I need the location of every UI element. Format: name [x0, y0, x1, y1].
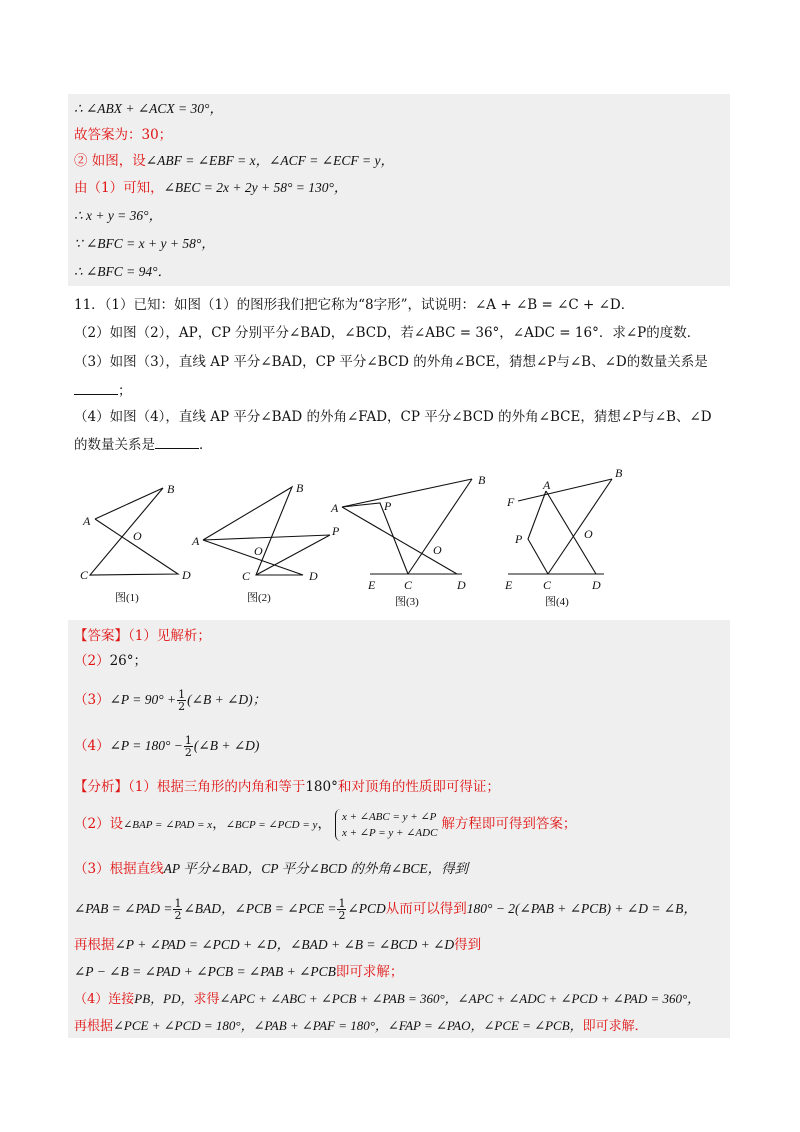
fig1-caption: 图(1) — [115, 592, 139, 604]
fig2-label-D: D — [309, 569, 318, 583]
fig4-label-O: O — [584, 527, 593, 541]
analysis-line-4: ∠PAB = ∠PAD = $\frac{1}{2}$ ∠BAD，∠PCB = ∠PCE = $\frac{1}{2}$ ∠PCD从而可以得到180° − 2(∠PAB + ∠PCB) + ∠D = ∠B， — [74, 897, 697, 922]
fig1-label-D: D — [182, 568, 191, 582]
answer-line-4: （4）∠P = 180° − $\frac{1}{2}$ (∠B + ∠D) — [74, 734, 260, 759]
analysis-line-3: （3）根据直线AP 平分∠BAD，CP 平分∠BCD 的外角∠BCE，得到 — [74, 861, 469, 877]
fig3-label-E: E — [368, 578, 376, 592]
fig4-label-P: P — [515, 532, 523, 546]
answer-blank — [155, 436, 199, 449]
question-part-1: 11．（1）已知：如图（1）的图形我们把它称为“8字形”，试说明：∠A + ∠B = ∠C + ∠D． — [74, 297, 635, 313]
fraction-half: $\frac{1}{2}$ — [338, 897, 346, 922]
answer-label: 【答案】 — [74, 628, 128, 644]
fig2-caption: 图(2) — [247, 592, 271, 604]
fig1-label-A: A — [83, 514, 91, 528]
fig3-label-P: P — [384, 499, 392, 513]
solution-line-1: ∴ ∠ABX + ∠ACX = 30°， — [74, 101, 223, 116]
fig4-caption: 图(4) — [545, 596, 569, 608]
question-part-2: （2）如图（2），AP，CP 分别平分∠BAD，∠BCD，若∠ABC = 36°，∠ADC = 16°．求∠P的度数． — [74, 325, 701, 341]
fig3-label-O: O — [433, 543, 442, 557]
solution-line-4: 由（1）可知，∠BEC = 2x + 2y + 58° = 130°， — [74, 180, 348, 196]
fig4-label-A: A — [543, 478, 551, 492]
answer-line-3: （3）∠P = 90° + $\frac{1}{2}$ (∠B + ∠D)； — [74, 688, 267, 713]
fraction-half: $\frac{1}{2}$ — [184, 734, 192, 759]
fig2-label-C: C — [242, 569, 251, 583]
solution-line-7: ∴ ∠BFC = 94°． — [74, 264, 172, 279]
fig1-label-B: B — [167, 482, 175, 496]
analysis-line-5: 再根据∠P + ∠PAD = ∠PCD + ∠D，∠BAD + ∠B = ∠BCD + ∠D得到 — [74, 937, 482, 953]
fig4-label-C: C — [543, 578, 552, 592]
fig2-label-A: A — [192, 534, 200, 548]
question-part-3: （3）如图（3），直线 AP 平分∠BAD，CP 平分∠BCD 的外角∠BCE，猜想∠P与∠B、∠D的数量关系是 — [74, 354, 708, 370]
fig4-label-B: B — [615, 466, 623, 480]
analysis-line-2: （2）设∠BAP = ∠PAD = x，∠BCP = ∠PCD = y， x + ∠ABC = y + ∠P x + ∠P = y + ∠ADC 解方程即可得到答案； — [74, 810, 577, 839]
geometry-figures — [0, 465, 800, 615]
question-part-4: （4）如图（4），直线 AP 平分∠BAD 的外角∠FAD，CP 平分∠BCD 的外角∠BCE，猜想∠P与∠B、∠D — [74, 409, 712, 425]
solution-line-3: ② 如图，设∠ABF = ∠EBF = x，∠ACF = ∠ECF = y， — [74, 153, 394, 169]
fig2-label-B: B — [296, 481, 304, 495]
fig3-label-D: D — [457, 578, 466, 592]
analysis-line-6: ∠P − ∠B = ∠PAD + ∠PCB = ∠PAB + ∠PCB即可求解； — [74, 964, 404, 980]
analysis-label: 【分析】 — [74, 779, 128, 795]
fig1-label-O: O — [133, 529, 142, 543]
fig3-label-B: B — [478, 473, 486, 487]
fig1-label-C: C — [80, 568, 89, 582]
solution-line-6: ∵ ∠BFC = x + y + 58°， — [74, 236, 215, 251]
fig4-label-E: E — [505, 578, 513, 592]
answer-line-2: （2）26°； — [74, 653, 148, 669]
fig2-label-O: O — [254, 544, 263, 558]
analysis-line-8: 再根据∠PCE + ∠PCD = 180°，∠PAB + ∠PAF = 180°，∠FAP = ∠PAO，∠PCE = ∠PCB，即可求解． — [74, 1018, 648, 1034]
question-part-3-blank: ； — [74, 382, 132, 400]
analysis-line-1: 【分析】（1）根据三角形的内角和等于180°和对顶角的性质即可得证； — [74, 779, 500, 795]
fig3-label-A: A — [331, 501, 339, 515]
fig2-label-P: P — [332, 524, 340, 538]
answer-line-1: 【答案】（1）见解析； — [74, 628, 211, 644]
answer-blank — [74, 382, 118, 395]
fig3-caption: 图(3) — [395, 596, 419, 608]
solution-line-2: 故答案为：30； — [74, 127, 173, 143]
fig4-label-F: F — [507, 495, 515, 509]
fig3-label-C: C — [404, 578, 413, 592]
fig4-label-D: D — [592, 578, 601, 592]
analysis-line-7: （4）连接PB，PD，求得∠APC + ∠ABC + ∠PCB + ∠PAB = 360°，∠APC + ∠ADC + ∠PCD + ∠PAD = 360°， — [74, 991, 701, 1007]
question-part-4-blank: 的数量关系是 ． — [74, 437, 213, 453]
equation-system: x + ∠ABC = y + ∠P x + ∠P = y + ∠ADC — [335, 809, 438, 841]
solution-line-5: ∴ x + y = 36°， — [74, 208, 163, 223]
fraction-half: $\frac{1}{2}$ — [174, 897, 182, 922]
fraction-half: $\frac{1}{2}$ — [178, 688, 186, 713]
